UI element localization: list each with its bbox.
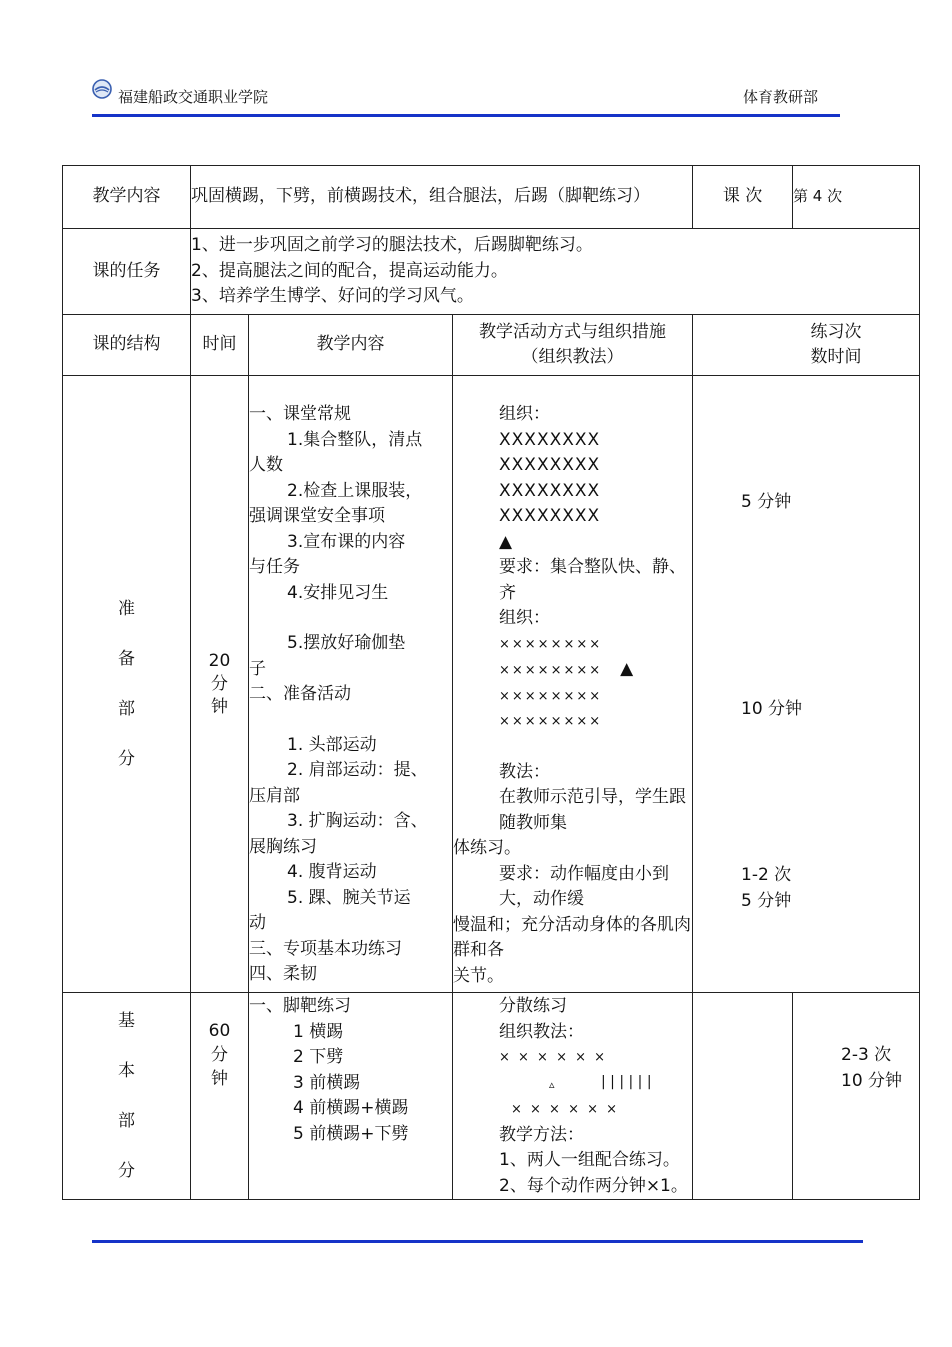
prep-content: 一、课堂常规 1.集合整队，清点 人数 2.检查上课服装， 强调课堂安全事项 3.宣布课的内容 与任务 4.安排见习生 5.摆放好瑜伽垫 子 二、准备活动 1. 头部运动 2. 肩部运动：提、 压肩部 3. 扩胸运动：含、 展胸练习 4. 腹背运动 5. 踝、腕关节运 动 三、专项基本功练习 四、柔韧 bbox=[249, 376, 453, 993]
col-method: 教学活动方式与组织措施 （组织教法） bbox=[453, 315, 693, 376]
teacher-marker: ▲ bbox=[620, 659, 634, 679]
col-practice: 练习次 数时间 bbox=[693, 315, 920, 376]
department-name: 体育教研部 bbox=[742, 88, 818, 106]
task-item: 1、进一步巩固之前学习的腿法技术，后踢脚靶练习。 bbox=[191, 235, 593, 256]
teacher-marker: ▲ bbox=[499, 531, 513, 552]
basic-method: 分散练习 组织教法： × × × × × × ▵ × × × × × × 教学方法： 1、两人一组配合练习。 2、每个动作两分钟×1。 bbox=[453, 993, 693, 1200]
page-header bbox=[92, 76, 840, 116]
basic-content: 一、脚靶练习 1 横踢 2 下劈 3 前横踢 4 前横踢+横踢 5 前横踢+下劈 bbox=[249, 993, 453, 1200]
basic-practice: 2-3 次 10 分钟 bbox=[793, 993, 920, 1200]
session-value: 第 4 次 bbox=[793, 166, 920, 229]
col-structure: 课的结构 bbox=[63, 315, 191, 376]
label-session: 课 次 bbox=[693, 166, 793, 229]
footer-divider bbox=[92, 1240, 863, 1243]
target-marker-row: | | | | | | bbox=[601, 1074, 652, 1090]
prep-method: 组织： XXXXXXXX XXXXXXXX XXXXXXXX XXXXXXXX ▲ 要求：集合整队快、静、齐 组织： ×××××××× ×××××××× ▲ ×××××××× ×××××××× 教法： 在教师示范引导，学生跟随教师集 体练习。 要求：动作幅度由小到大，动作缓 慢温和；充分活动身体的各肌肉群和各 关节。 bbox=[453, 376, 693, 993]
row-basic bbox=[63, 993, 920, 1200]
label-teaching-content: 教学内容 bbox=[63, 166, 191, 229]
basic-section-label: 基 本 部 分 bbox=[63, 993, 191, 1200]
task-item: 3、培养学生博学、好问的学习风气。 bbox=[191, 286, 474, 307]
school-name: 福建船政交通职业学院 bbox=[118, 88, 269, 106]
row-preparation bbox=[63, 376, 920, 993]
row-teaching-content bbox=[63, 166, 920, 229]
col-content: 教学内容 bbox=[249, 315, 453, 376]
header-divider bbox=[92, 114, 840, 117]
tasks-list bbox=[191, 229, 920, 315]
row-tasks bbox=[63, 229, 920, 315]
row-column-headers bbox=[63, 315, 920, 376]
col-time: 时间 bbox=[191, 315, 249, 376]
prep-time: 20 分 钟 bbox=[191, 376, 249, 993]
basic-bars-cell bbox=[601, 993, 793, 1200]
prep-section-label: 准 备 部 分 bbox=[63, 376, 191, 993]
basic-time: 60 分 钟 bbox=[191, 993, 249, 1200]
task-item: 2、提高腿法之间的配合，提高运动能力。 bbox=[191, 260, 508, 281]
teaching-content-value: 巩固横踢，下劈，前横踢技术，组合腿法，后踢（脚靶练习） bbox=[191, 166, 693, 229]
lesson-plan-table bbox=[62, 165, 920, 1200]
prep-practice: 5 分钟 10 分钟 1-2 次 5 分钟 bbox=[693, 376, 920, 993]
school-emblem-icon bbox=[92, 79, 112, 99]
teacher-marker: ▵ bbox=[549, 1077, 555, 1091]
label-tasks: 课的任务 bbox=[63, 229, 191, 315]
